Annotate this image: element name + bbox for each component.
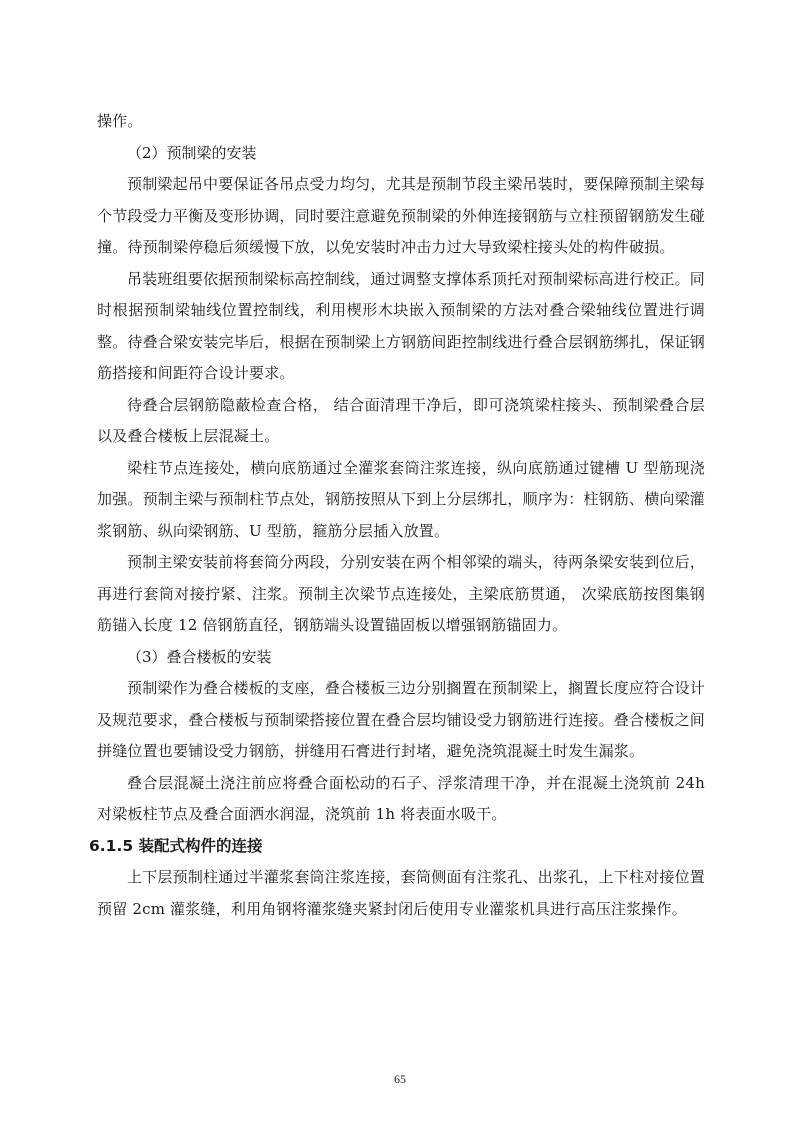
paragraph-column-grouting: 上下层预制柱通过半灌浆套筒注浆连接，套筒侧面有注浆孔、出浆孔，上下柱对接位置预留 2cm 灌浆缝，利用角钢将灌浆缝夹紧封闭后使用专业灌浆机具进行高压注浆操作。 — [97, 868, 705, 918]
subheading-precast-beam-installation: （2）预制梁的安装 — [127, 143, 257, 162]
page-number: 65 — [394, 1072, 406, 1086]
page-body — [89, 106, 706, 925]
paragraph-concrete-pouring: 待叠合层钢筋隐蔽检查合格， 结合面清理干净后，即可浇筑梁柱接头、预制梁叠合层以及叠合楼板上层混凝土。 — [97, 395, 705, 445]
section-heading-prefab-connection: 6.1.5 装配式构件的连接 — [89, 836, 263, 855]
paragraph-beam-lifting: 预制梁起吊中要保证各吊点受力均匀，尤其是预制节段主梁吊装时，要保障预制主梁每个节段受力平衡及变形协调，同时要注意避免预制梁的外伸连接钢筋与立柱预留钢筋发生碰撞。待预制梁停稳后须缓慢下放，以免安装时冲击力过大导致梁柱接头处的构件破损。 — [97, 175, 706, 256]
paragraph-sleeve-connection: 预制主梁安装前将套筒分两段，分别安装在两个相邻梁的端头，待两条梁安装到位后，再进行套筒对接拧紧、注浆。预制主次梁节点连接处，主梁底筋贯通， 次梁底筋按图集钢筋锚入长度 12 倍钢筋直径，钢筋端头设置锚固板以增强钢筋锚固力。 — [97, 553, 705, 634]
paragraph-slab-support: 预制梁作为叠合楼板的支座，叠合楼板三边分别搁置在预制梁上，搁置长度应符合设计及规范要求，叠合楼板与预制梁搭接位置在叠合层均铺设受力钢筋进行连接。叠合楼板之间拼缝位置也要铺设受力钢筋，拼缝用石膏进行封堵，避免浇筑混凝土时发生漏浆。 — [97, 679, 706, 760]
paragraph-continuation: 操作。 — [97, 112, 143, 130]
subheading-composite-slab-installation: （3）叠合楼板的安装 — [127, 647, 272, 666]
paragraph-beam-column-joint: 梁柱节点连接处，横向底筋通过全灌浆套筒注浆连接，纵向底筋通过键槽 U 型筋现浇加强。预制主梁与预制柱节点处，钢筋按照从下到上分层绑扎，顺序为：柱钢筋、横向梁灌浆钢筋、纵向梁钢筋、U 型筋，箍筋分层插入放置。 — [97, 458, 706, 540]
paragraph-beam-elevation-correction: 吊装班组要依据预制梁标高控制线，通过调整支撑体系顶托对预制梁标高进行校正。同时根据预制梁轴线位置控制线，利用楔形木块嵌入预制梁的方法对叠合梁轴线位置进行调整。待叠合梁安装完毕后，根据在预制梁上方钢筋间距控制线进行叠合层钢筋绑扎，保证钢筋搭接和间距符合设计要求。 — [97, 269, 706, 382]
paragraph-slab-pouring-prep: 叠合层混凝土浇注前应将叠合面松动的石子、浮浆清理干净，并在混凝土浇筑前 24h 对梁板柱节点及叠合面洒水润湿，浇筑前 1h 将表面水吸干。 — [97, 773, 705, 823]
